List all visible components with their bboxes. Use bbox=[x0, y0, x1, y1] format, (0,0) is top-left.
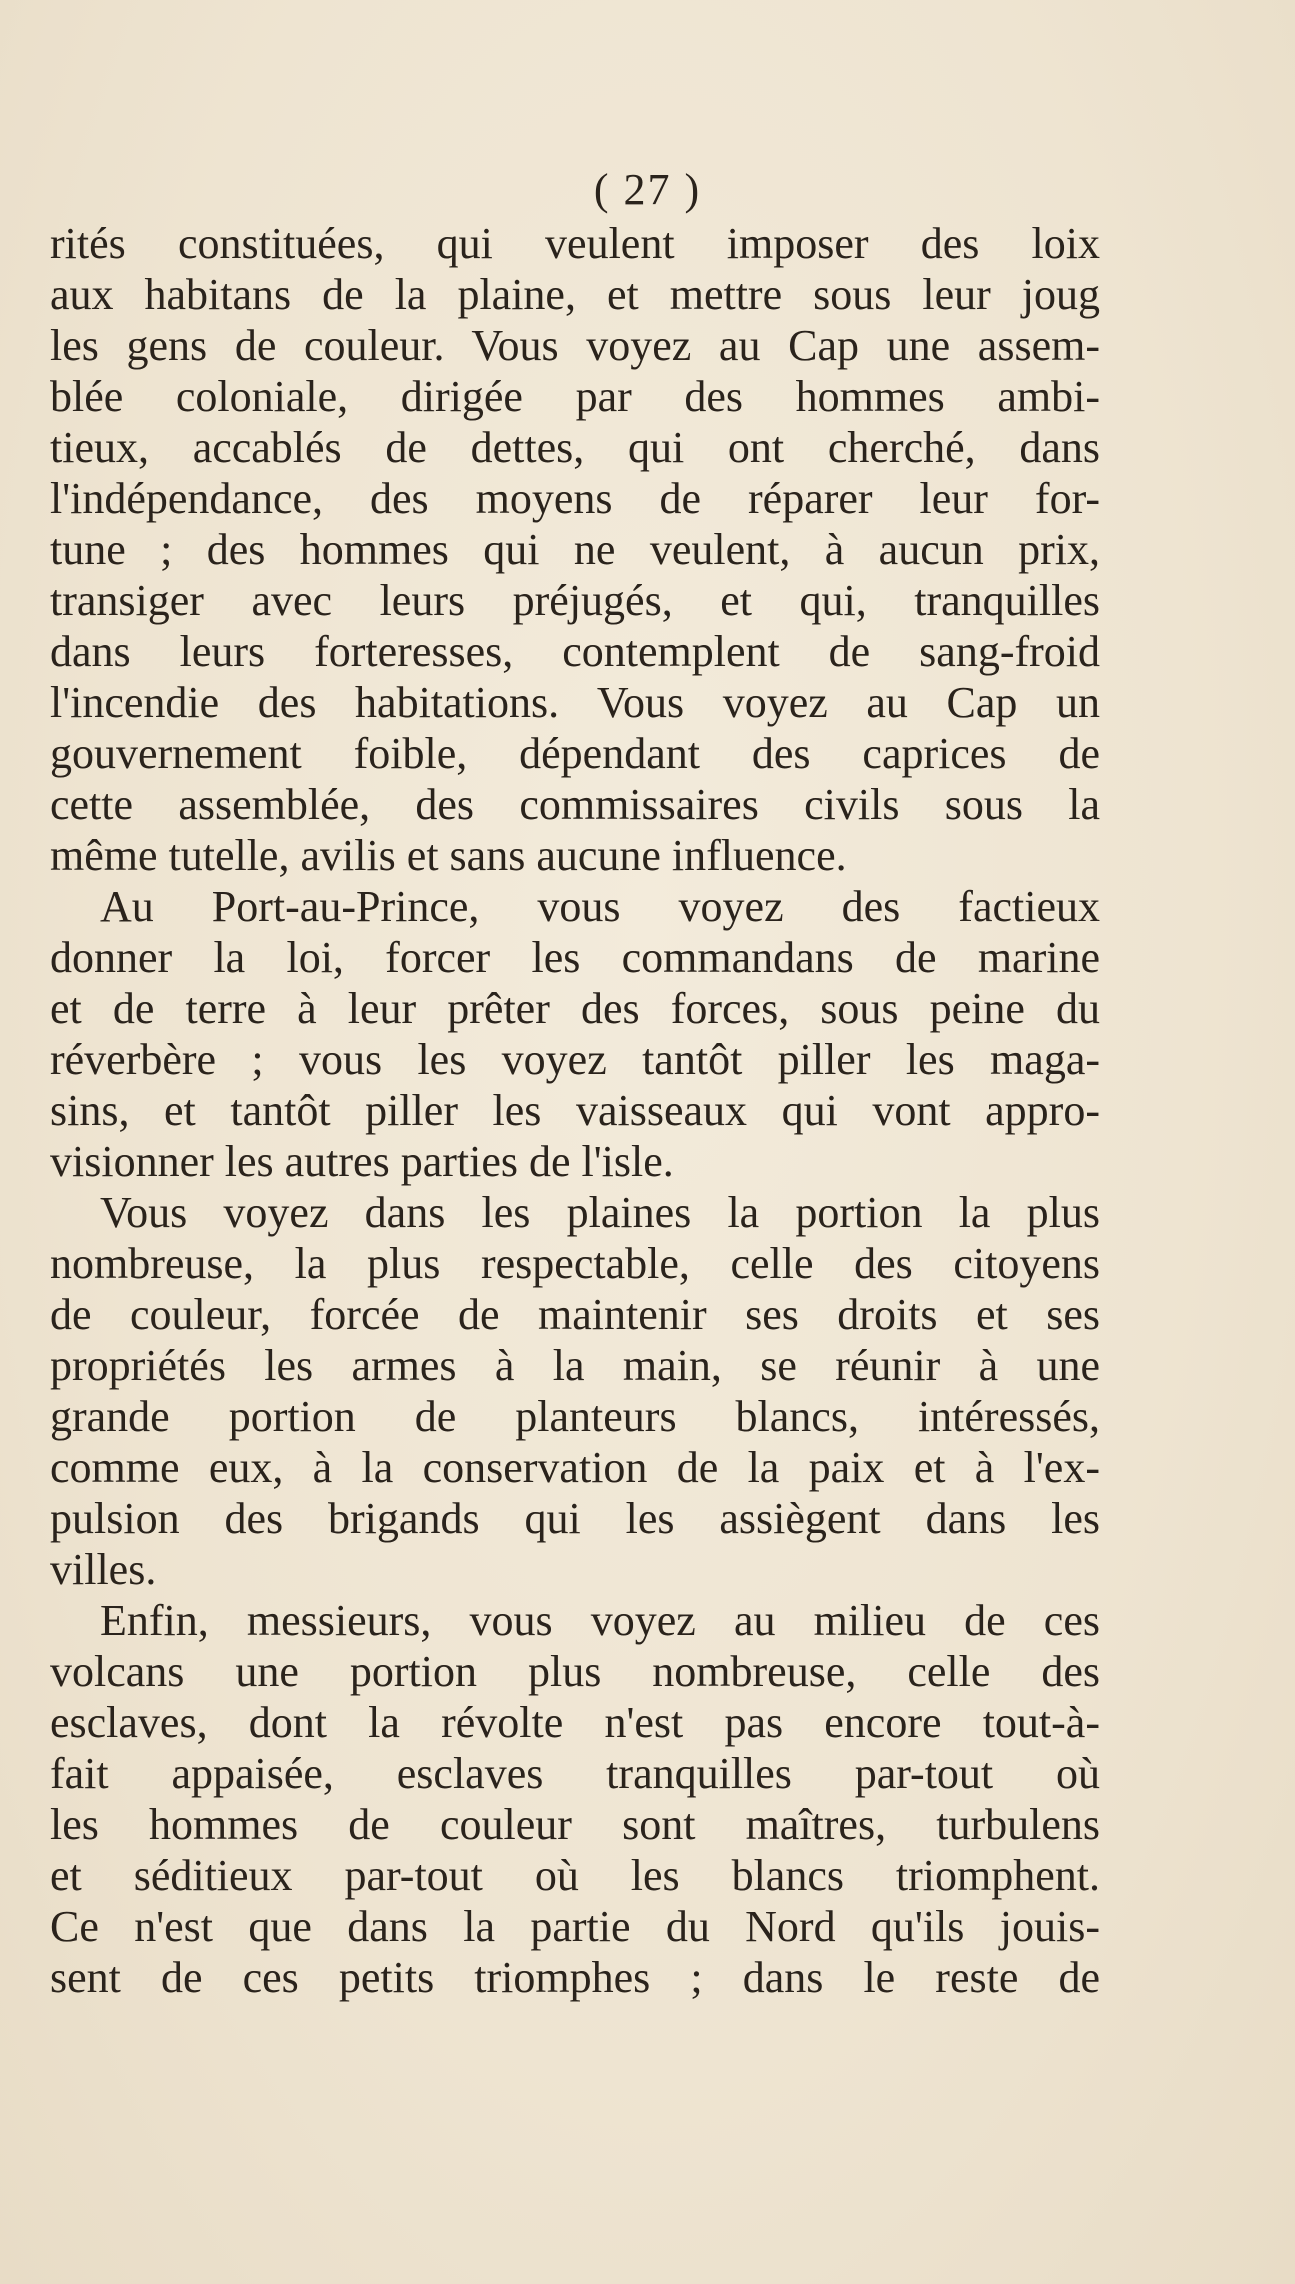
text-line: Enfin, messieurs, vous voyez au milieu de ces bbox=[100, 1596, 1100, 1645]
text-line: transiger avec leurs préjugés, et qui, tranquilles bbox=[50, 576, 1100, 625]
text-line: et séditieux par-tout où les blancs triomphent. bbox=[50, 1851, 1100, 1900]
text-line: Vous voyez dans les plaines la portion la plus bbox=[100, 1188, 1100, 1237]
text-line: propriétés les armes à la main, se réunir à une bbox=[50, 1341, 1100, 1390]
text-line: l'indépendance, des moyens de réparer leur for- bbox=[50, 474, 1100, 523]
text-line: pulsion des brigands qui les assiègent dans les bbox=[50, 1494, 1100, 1543]
text-line: de couleur, forcée de maintenir ses droits et ses bbox=[50, 1290, 1100, 1339]
text-line: sins, et tantôt piller les vaisseaux qui vont appro- bbox=[50, 1086, 1100, 1135]
text-line: les hommes de couleur sont maîtres, turbulens bbox=[50, 1800, 1100, 1849]
text-line: tieux, accablés de dettes, qui ont cherché, dans bbox=[50, 423, 1100, 472]
text-line: et de terre à leur prêter des forces, sous peine du bbox=[50, 984, 1100, 1033]
page-number: ( 27 ) bbox=[593, 165, 702, 214]
text-line: gouvernement foible, dépendant des caprices de bbox=[50, 729, 1100, 778]
text-line: rités constituées, qui veulent imposer des loix bbox=[50, 219, 1100, 268]
body-text bbox=[50, 218, 1100, 2003]
text-line: visionner les autres parties de l'isle. bbox=[50, 1137, 674, 1186]
text-line: nombreuse, la plus respectable, celle des citoyens bbox=[50, 1239, 1100, 1288]
text-line: cette assemblée, des commissaires civils sous la bbox=[50, 780, 1100, 829]
text-line: Au Port-au-Prince, vous voyez des factieux bbox=[100, 882, 1100, 931]
text-line: villes. bbox=[50, 1545, 157, 1594]
text-line: aux habitans de la plaine, et mettre sous leur joug bbox=[50, 270, 1100, 319]
text-line: tune ; des hommes qui ne veulent, à aucun prix, bbox=[50, 525, 1100, 574]
text-line: Ce n'est que dans la partie du Nord qu'ils jouis- bbox=[50, 1902, 1100, 1951]
text-line: donner la loi, forcer les commandans de marine bbox=[50, 933, 1100, 982]
text-line: réverbère ; vous les voyez tantôt piller les maga- bbox=[50, 1035, 1100, 1084]
text-line: sent de ces petits triomphes ; dans le reste de bbox=[50, 1953, 1100, 2002]
text-line: blée coloniale, dirigée par des hommes ambi- bbox=[50, 372, 1100, 421]
text-line: dans leurs forteresses, contemplent de sang-froid bbox=[50, 627, 1100, 676]
text-line: comme eux, à la conservation de la paix et à l'ex- bbox=[50, 1443, 1100, 1492]
text-line: les gens de couleur. Vous voyez au Cap une assem- bbox=[50, 321, 1100, 370]
text-line: même tutelle, avilis et sans aucune influence. bbox=[50, 831, 847, 880]
text-line: l'incendie des habitations. Vous voyez au Cap un bbox=[50, 678, 1100, 727]
text-line: volcans une portion plus nombreuse, celle des bbox=[50, 1647, 1100, 1696]
text-line: fait appaisée, esclaves tranquilles par-tout où bbox=[50, 1749, 1100, 1798]
text-line: grande portion de planteurs blancs, intéressés, bbox=[50, 1392, 1100, 1441]
text-line: esclaves, dont la révolte n'est pas encore tout-à- bbox=[50, 1698, 1100, 1747]
